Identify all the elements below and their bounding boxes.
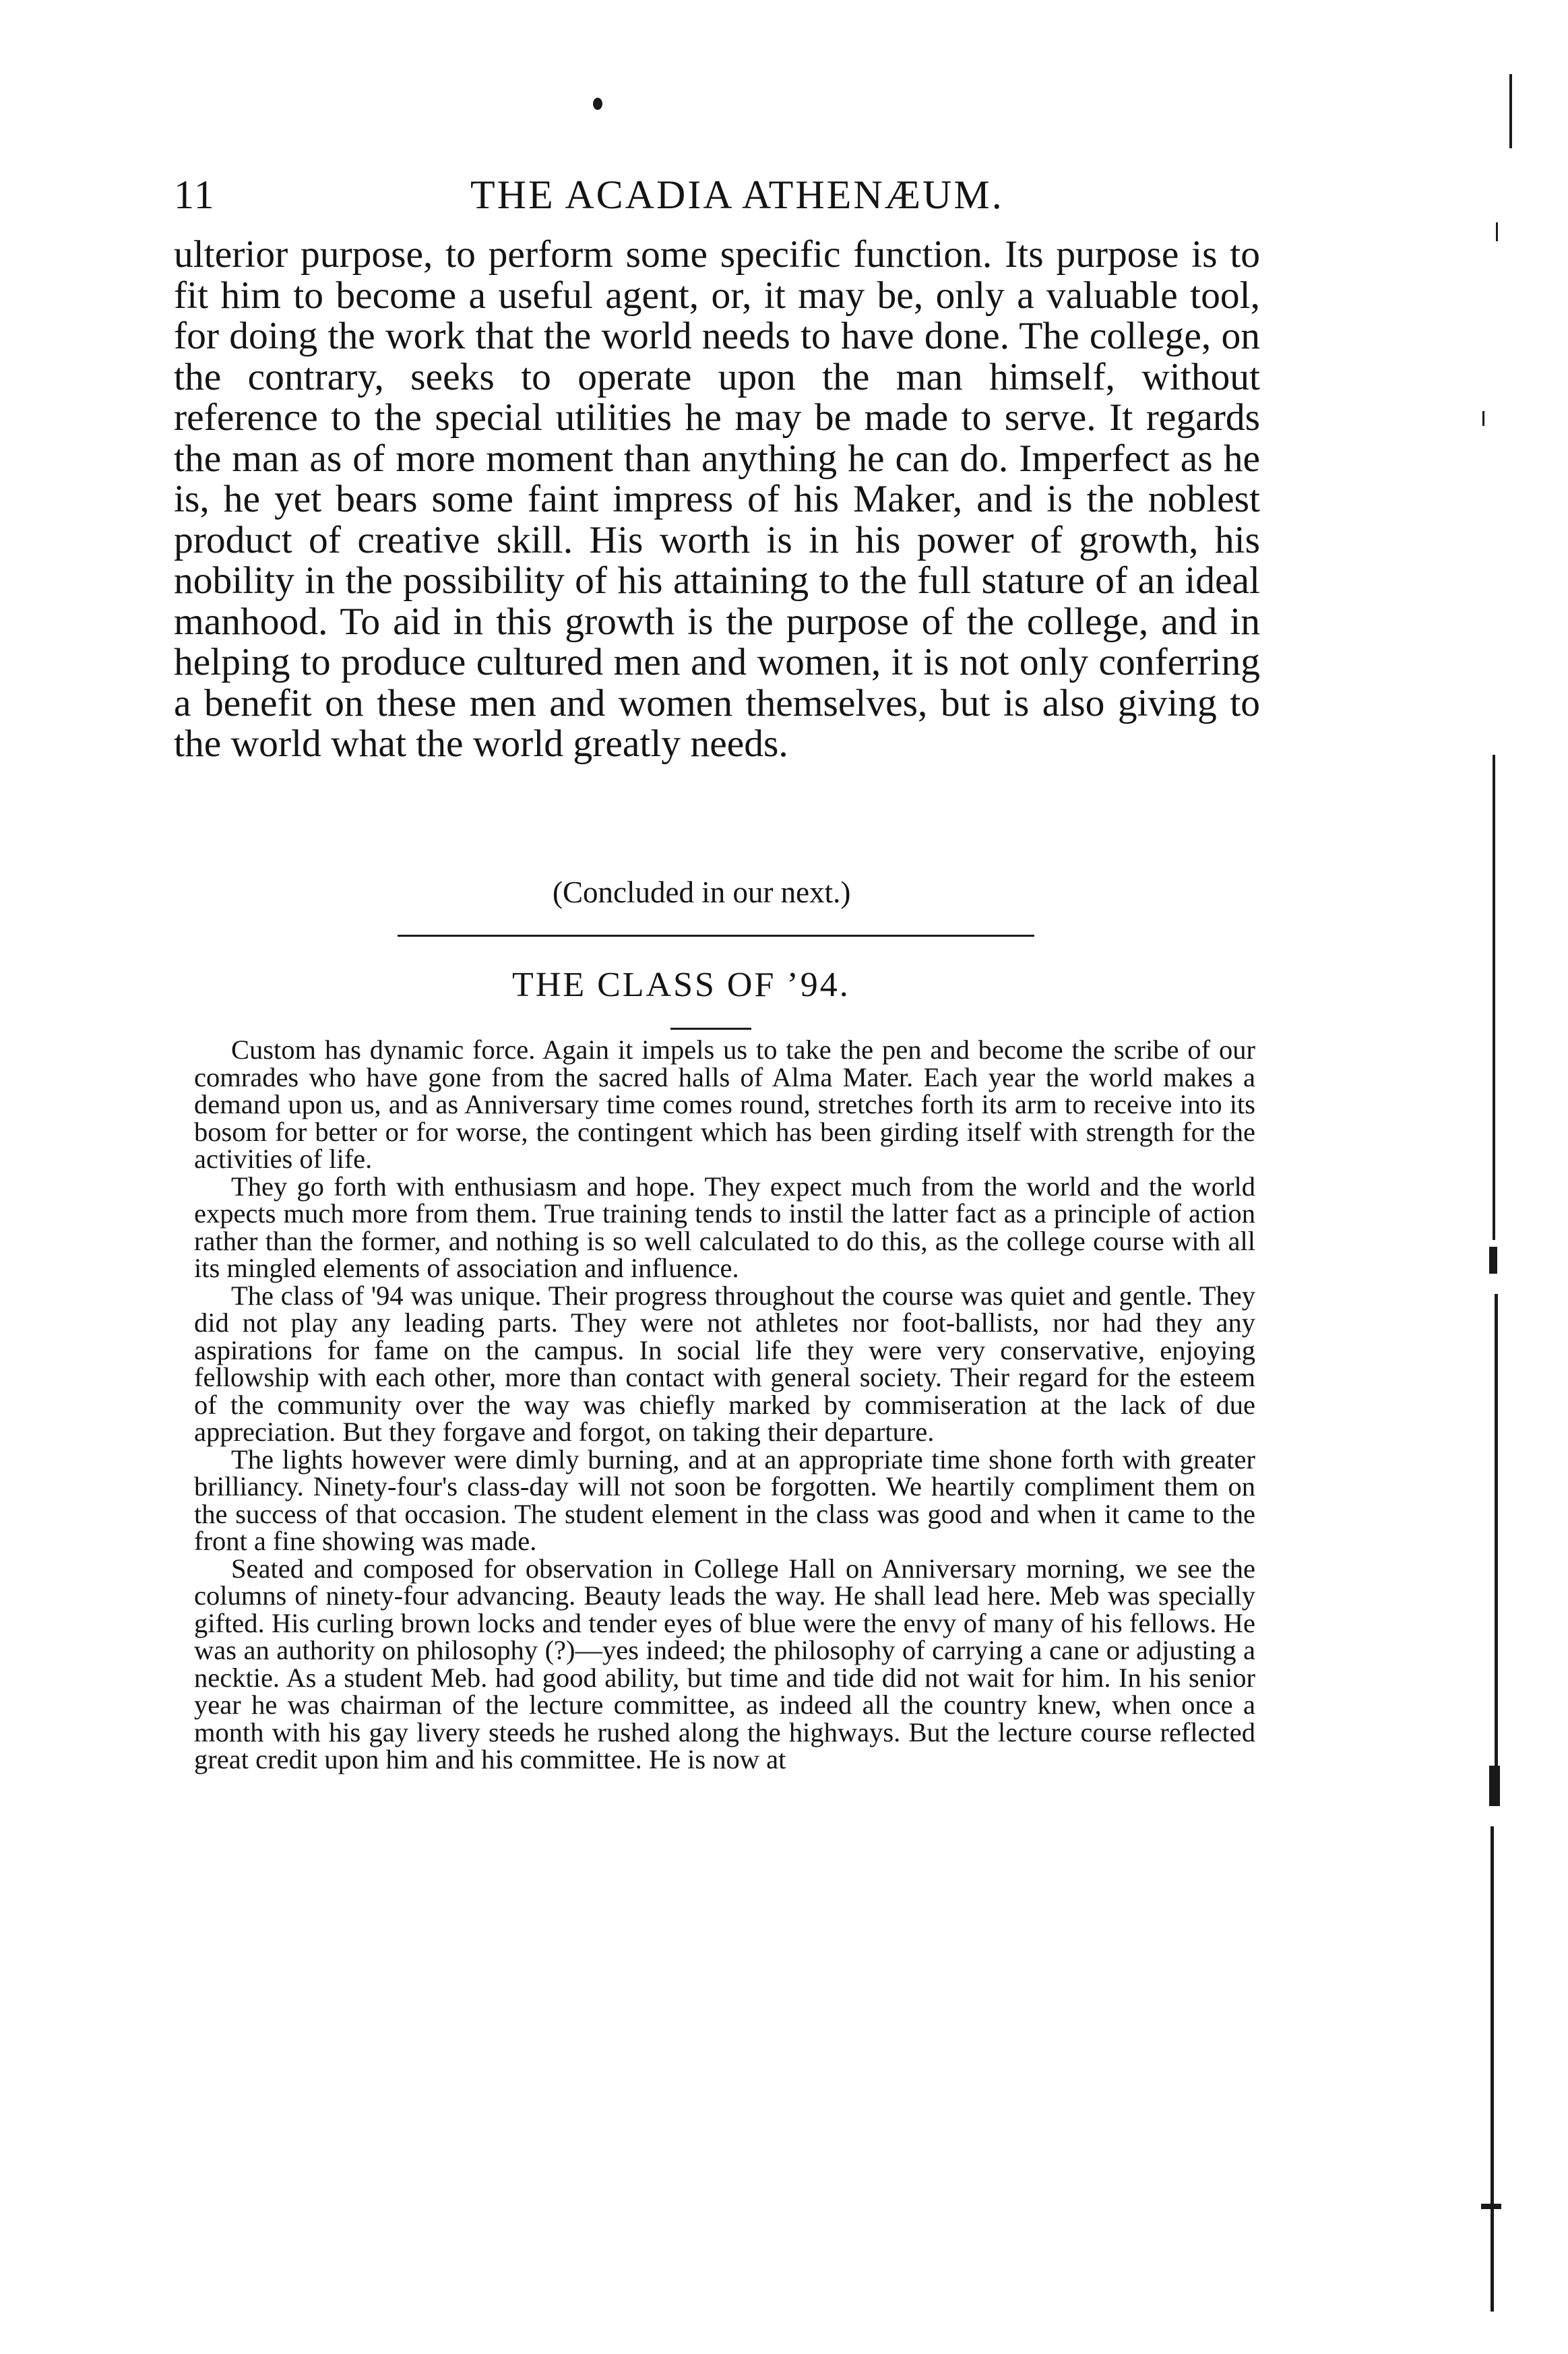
article-paragraph: The lights however were dimly burning, and at an appropriate time shone forth with greater brilliancy. Ninety-four's class-day will not soon be forgotten. We heartily compliment them on the success of that occasion. The student element in the class was good and when it came to the front a fine showing was made. <box>194 1444 1255 1556</box>
article-paragraph: Custom has dynamic force. Again it impels us to take the pen and become the scribe of our comrades who have gone from the sacred halls of Alma Mater. Each year the world makes a demand upon us, and as Anniversary time comes round, stretches forth its arm to receive into its bosom for better or for worse, the contingent which has been girding itself with strength for the activities of life. <box>194 1034 1255 1174</box>
section-divider <box>398 935 1034 937</box>
running-head <box>174 172 1265 226</box>
page-number: 11 <box>174 173 216 217</box>
section-title: THE CLASS OF ’94. <box>512 966 850 1004</box>
title-underline <box>670 1028 751 1030</box>
class-article-body <box>194 1036 1255 1774</box>
ink-dot <box>593 98 602 110</box>
concluded-note: (Concluded in our next.) <box>553 875 851 909</box>
article-paragraph: They go forth with enthusiasm and hope. They expect much from the world and the world expects much more from them. True training tends to instil the latter fact as a principle of action rather than the former, and nothing is so well calculated to do this, as the college course with all its mingled elements of association and influence. <box>194 1171 1255 1283</box>
article-paragraph: Seated and composed for observation in College Hall on Anniversary morning, we see the columns of ninety-four advancing. Beauty leads the way. He shall lead here. Meb was specially gifted. His curling brown locks and tender eyes of blue were the envy of many of his fellows. He was an authority on philosophy (?)—yes indeed; the philosophy of carrying a cane or adjusting a necktie. As a student Meb. had good ability, but time and tide did not wait for him. In his senior year he was chairman of the lecture committee, as indeed all the country knew, when once a month with his gay livery steeds he rushed along the highways. But the lecture course reflected great credit upon him and his committee. He is now at <box>194 1553 1255 1774</box>
scan-margin-marks <box>1469 61 1536 2285</box>
continued-article-paragraph: ulterior purpose, to perform some specific function. Its purpose is to fit him to become a useful agent, or, it may be, only a valuable tool, for doing the work that the world needs to have done. The college, on the contrary, seeks to operate upon the man himself, without reference to the special utilities he may be made to serve. It regards the man as of more moment than anything he can do. Imperfect as he is, he yet bears some faint impress of his Maker, and is the noblest product of creative skill. His worth is in his power of growth, his nobility in the possibility of his attaining to the full stature of an ideal manhood. To aid in this growth is the purpose of the college, and in helping to produce cultured men and women, it is not only conferring a benefit on these men and women themselves, but is also giving to the world what the world greatly needs. <box>174 233 1260 765</box>
journal-title: THE ACADIA ATHENÆUM. <box>470 173 1004 217</box>
article-paragraph: The class of '94 was unique. Their progress throughout the course was quiet and gentle. They did not play any leading parts. They were not athletes nor foot-ballists, nor had they any aspirations for fame on the campus. In social life they were very conservative, enjoying fellowship with each other, more than contact with general society. Their regard for the esteem of the community over the way was chiefly marked by commiseration at the lack of due appreciation. But they forgave and forgot, on taking their departure. <box>194 1280 1255 1447</box>
